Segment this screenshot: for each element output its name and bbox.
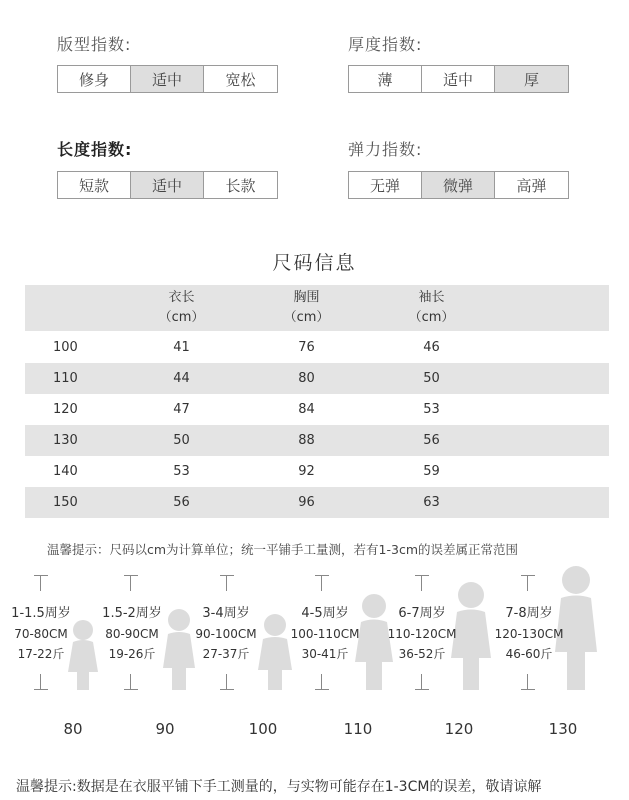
sleeve-cell: 56 [423,433,440,448]
chest-cell: 88 [298,433,315,448]
age-range: 1.5-2周岁 [102,606,162,621]
elasticity-option-none: 无弹 [349,172,422,198]
size-label: 130 [548,720,578,738]
table-row [25,487,609,518]
height-bottom-marker [34,674,48,690]
length-cell: 50 [173,433,190,448]
height-range: 100-110CM [290,627,360,641]
fit-option-loose: 宽松 [204,66,277,92]
measurement-disclaimer: 温馨提示:数据是在衣服平铺下手工测量的，与实物可能存在1-3CM的误差，敬请谅解 [16,779,542,795]
age-group-2 [92,604,172,664]
size-cell: 140 [53,464,78,479]
height-range: 120-130CM [494,627,564,641]
chest-cell: 92 [298,464,315,479]
elasticity-option-slight: 微弹 [422,172,495,198]
age-range: 6-7周岁 [398,606,446,621]
thickness-option-medium: 适中 [422,66,495,92]
sleeve-header-unit: （cm） [408,310,455,325]
age-range: 3-4周岁 [202,606,250,621]
length-option-long: 长款 [204,172,277,198]
age-group-3 [186,604,266,664]
size-label: 80 [63,720,83,738]
length-index-label: 长度指数: [57,140,133,159]
length-cell: 44 [173,371,190,386]
weight-range: 19-26斤 [108,647,156,661]
length-header-unit: （cm） [158,310,205,325]
fit-option-slim: 修身 [58,66,131,92]
length-cell: 53 [173,464,190,479]
size-cell: 120 [53,402,78,417]
age-range: 4-5周岁 [301,606,349,621]
height-top-marker [521,575,535,591]
thickness-index-selector [348,65,569,93]
size-table [25,285,609,518]
thickness-index-label: 厚度指数: [348,35,423,54]
table-row [25,456,609,487]
size-label: 90 [155,720,175,738]
size-label: 100 [248,720,278,738]
chest-cell: 96 [298,495,315,510]
age-group-6 [489,604,569,664]
height-bottom-marker [415,674,429,690]
thickness-option-thick: 厚 [495,66,568,92]
height-bottom-marker [315,674,329,690]
height-range: 80-90CM [105,627,159,641]
height-top-marker [124,575,138,591]
sleeve-cell: 59 [423,464,440,479]
height-range: 110-120CM [387,627,457,641]
sleeve-header-name: 袖长 [418,290,445,305]
height-range: 70-80CM [14,627,68,641]
height-top-marker [220,575,234,591]
fit-option-regular: 适中 [131,66,204,92]
age-group-1 [1,604,81,664]
size-label: 120 [444,720,474,738]
size-table-title: 尺码信息 [272,252,357,274]
table-row [25,363,609,394]
height-top-marker [315,575,329,591]
length-index-selector [57,171,278,199]
height-top-marker [415,575,429,591]
elasticity-index-label: 弹力指数: [348,140,423,159]
height-range: 90-100CM [195,627,257,641]
fit-index-selector [57,65,278,93]
sleeve-header [369,288,494,328]
size-cell: 150 [53,495,78,510]
chest-header [244,288,369,328]
length-option-short: 短款 [58,172,131,198]
age-group-4 [285,604,365,664]
thickness-option-thin: 薄 [349,66,422,92]
weight-range: 27-37斤 [202,647,250,661]
length-cell: 41 [173,340,190,355]
age-group-5 [382,604,462,664]
sleeve-cell: 53 [423,402,440,417]
age-range: 7-8周岁 [505,606,553,621]
chest-cell: 76 [298,340,315,355]
height-bottom-marker [124,674,138,690]
length-cell: 47 [173,402,190,417]
age-range: 1-1.5周岁 [11,606,71,621]
chest-cell: 84 [298,402,315,417]
length-option-medium: 适中 [131,172,204,198]
weight-range: 17-22斤 [17,647,65,661]
weight-range: 30-41斤 [301,647,349,661]
height-bottom-marker [220,674,234,690]
weight-range: 36-52斤 [398,647,446,661]
size-cell: 100 [53,340,78,355]
size-cell: 130 [53,433,78,448]
length-cell: 56 [173,495,190,510]
fit-index-label: 版型指数: [57,35,132,54]
table-row [25,332,609,363]
sleeve-cell: 50 [423,371,440,386]
size-cell: 110 [53,371,78,386]
chest-header-name: 胸围 [293,290,320,305]
elasticity-option-high: 高弹 [495,172,568,198]
chest-cell: 80 [298,371,315,386]
height-bottom-marker [521,674,535,690]
length-header-name: 衣长 [168,290,195,305]
weight-range: 46-60斤 [505,647,553,661]
size-label: 110 [343,720,373,738]
measurement-tip: 温馨提示：尺码以cm为计算单位；统一平铺手工量测，若有1-3cm的误差属正常范围 [47,542,519,557]
chest-header-unit: （cm） [283,310,330,325]
sleeve-cell: 46 [423,340,440,355]
sleeve-cell: 63 [423,495,440,510]
table-row [25,425,609,456]
elasticity-index-selector [348,171,569,199]
table-header-row [25,285,609,331]
length-header [119,288,244,328]
height-top-marker [34,575,48,591]
table-row [25,394,609,425]
